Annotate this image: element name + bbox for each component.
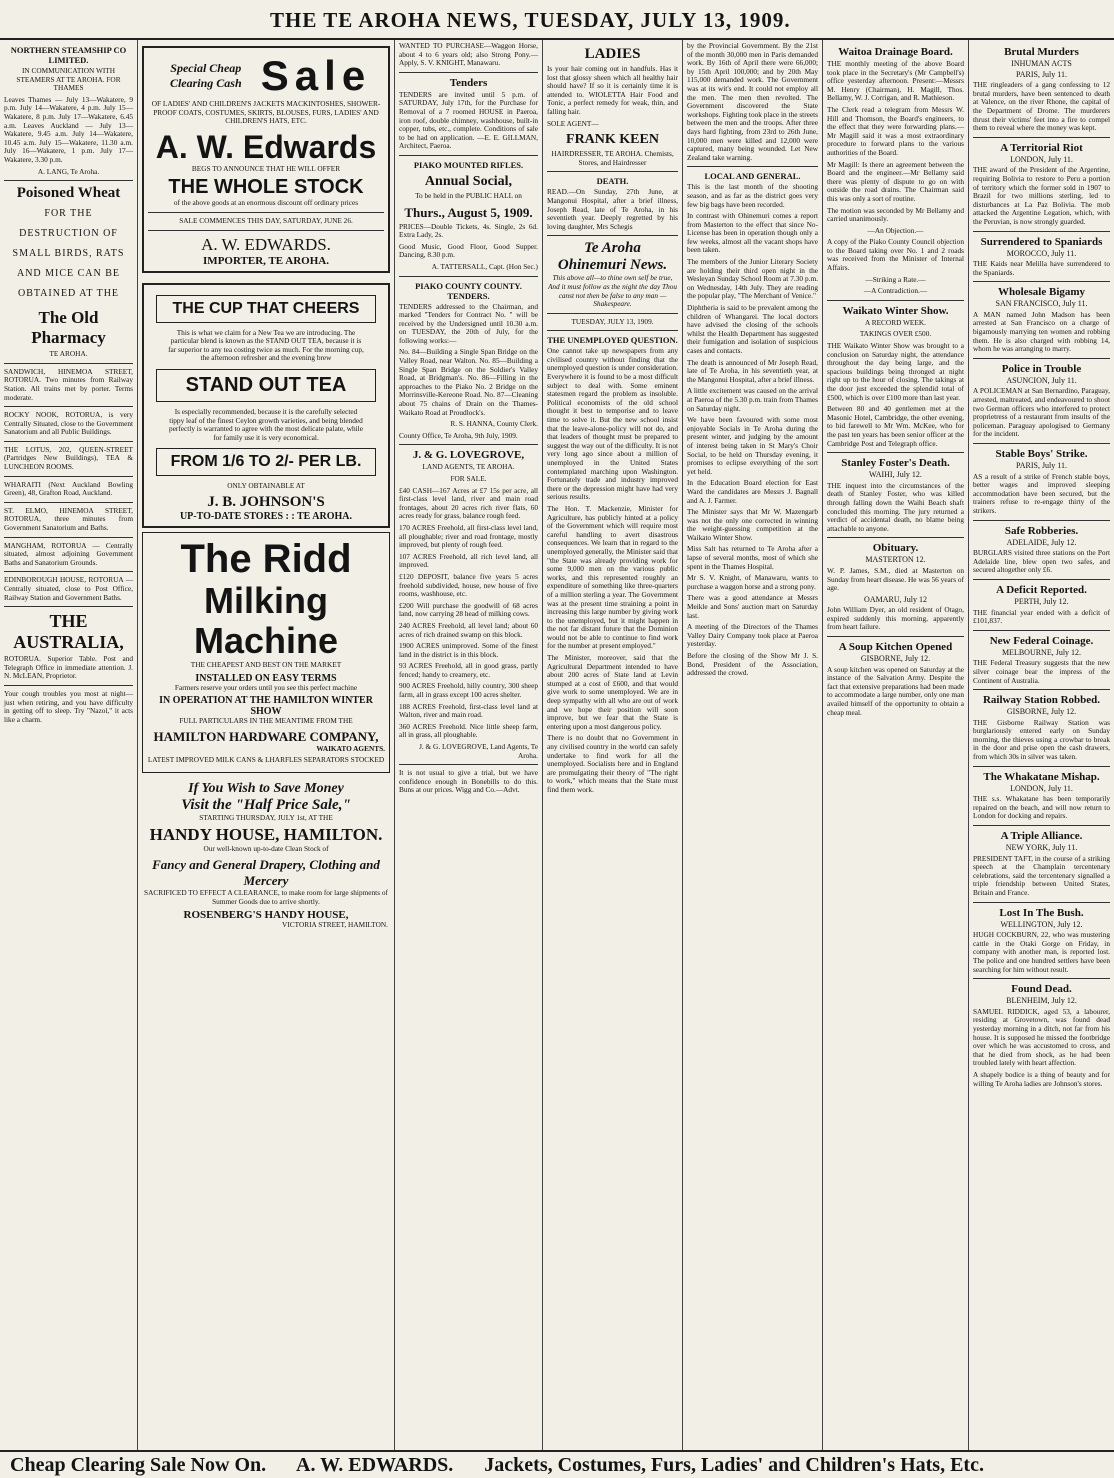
divider	[687, 166, 818, 167]
newspaper-title: THE TE AROHA NEWS, TUESDAY, JULY 13, 1909.	[270, 8, 791, 32]
divider	[399, 155, 538, 156]
hotel-ad: MANGHAM, ROTORUA — Centrally situated, almost adjoining Government Baths and Sanatorium Grounds.	[4, 540, 133, 567]
railway-heading: Railway Station Robbed.	[982, 694, 1101, 707]
sale-lot: £200 Will purchase the goodwill of 68 acres land, now carrying 28 head of milking cows.	[399, 600, 538, 619]
well-known-stock: Our well-known up-to-date Clean Stock of	[203, 844, 329, 854]
divider	[547, 171, 678, 172]
alliance-heading: A Triple Alliance.	[1000, 830, 1083, 843]
divider	[148, 212, 384, 213]
sale-word: Sale	[260, 52, 372, 99]
hotel-ad: WHARAITI (Next Auckland Bowling Green), 48, Grafton Road, Auckland.	[4, 479, 133, 498]
rosenberg-ad	[142, 777, 390, 937]
local-item: In the Education Board election for East Ward the candidates are Messrs J. Bagnall and A. J. Farmer.	[687, 478, 818, 505]
county-office: County Office, Te Aroha, 9th July, 1909.	[399, 430, 518, 440]
divider	[973, 281, 1110, 282]
divider	[973, 443, 1110, 444]
rosenberg-name: ROSENBERG'S HANDY HOUSE,	[183, 909, 349, 922]
column-2	[138, 40, 395, 1450]
sale-whole-stock: THE WHOLE STOCK	[168, 176, 364, 199]
local-item: The members of the Junior Literary Society are holding their third open night in the Wesleyan Sunday School Room at 7.30 p.m. on Wednesday, 14th July. They are reading the popular play, "The Merchant of Venice."	[687, 257, 818, 301]
divider	[547, 313, 678, 314]
tea-only: ONLY OBTAINABLE AT	[227, 481, 305, 491]
piako-rifles-heading: PIAKO MOUNTED RIFLES.	[413, 159, 524, 170]
tea-stores: UP-TO-DATE STORES : : TE AROHA.	[179, 510, 353, 522]
riot-body: THE award of the President of the Argentine, requiring Bolivia to restore to Peru a portion of territory which the former sold in 1907 to Brazil for two millions sterling, led to disturbances at La Paz Bolivia. The mob attacked the Argentine Legation, which, with the Peruvian, is now strongly guarded.	[973, 165, 1110, 226]
johnson-advt: A shapely bodice is a thing of beauty and for willing Te Aroha ladies are Johnson's stores.	[973, 1069, 1110, 1088]
divider	[973, 520, 1110, 521]
drainage-paragraph: THE monthly meeting of the above Board took place in the Secretary's (Mr Campbell's) office yesterday afternoon. Present:—Messrs M. Henry (Chairman), H. Magill, Thos. Bellamy, W. J. Corrigan, and R. Mathieson.	[827, 59, 964, 103]
local-item: The Minister says that Mr W. Mazengarb was not the only one corrected in winning the weight-guessing competition at the Waikato Winter Show.	[687, 507, 818, 542]
county-tenders-items: No. 84—Building a Single Span Bridge on the Valley Road, near Walton. No. 85—Building a Single Span Bridge on the Soldier's Valley Road, at Bridgman's. No. 86—Filling in the approaches to the Piako No. 2 Bridge on the Morrinsville-Kereone Road. No. 87—Cleaning about 75 chains of Drain on the Thames-Waikato Road at Proudlock's.	[399, 347, 538, 417]
local-item: Mr S. V. Knight, of Manawaru, wants to purchase a waggon horse and a strong pony.	[687, 573, 818, 591]
county-signature: R. S. HANNA, County Clerk.	[450, 419, 538, 429]
paper-motto: This above all—to thine own self be true, And it must follow as the night the day Thou canst not then be false to any man —Shakespeare.	[547, 273, 678, 309]
sale-lot: 900 ACRES Freehold, hilly country, 300 sheep farm, all in grass except 100 acres shelter.	[399, 681, 538, 700]
obituary-dateline: MASTERTON 12.	[865, 555, 926, 565]
divider	[547, 235, 678, 236]
obituary-body: W. P. James, S.M., died at Masterton on Sunday from heart disease. He was 56 years of age.	[827, 565, 964, 593]
railway-body: THE Gisborne Railway Station was burglariously entered early on Sunday morning, the thieves using a crowbar to break in the door and prise open the cash drawers, from which 30s in silver was taken.	[973, 717, 1110, 762]
foster-heading: Stanley Foster's Death.	[841, 457, 950, 470]
drainage-paragraph: The Clerk read a telegram from Messrs W. Hill and Thomson, the Board's engineers, to the effect that they were forwarding plans.—Mr Magill said it was a most extraordinary procedure to forward plans to the various authorities of the Board.	[827, 104, 964, 157]
shipping-title: NORTHERN STEAMSHIP CO LIMITED.	[10, 45, 127, 65]
whakatane-dateline: LONDON, July 11.	[1010, 783, 1073, 793]
keen-agent-label: SOLE AGENT—	[547, 118, 599, 128]
coinage-heading: New Federal Coinage.	[989, 634, 1094, 647]
found-dead-heading: Found Dead.	[1011, 983, 1072, 996]
winter-show-sub: A RECORD WEEK.	[865, 317, 926, 327]
victoria-street: VICTORIA STREET, HAMILTON.	[282, 920, 388, 930]
divider	[4, 180, 133, 181]
tenders-body: TENDERS are invited until 5 p.m. of SATURDAY, July 17th, for the Purchase for Removal of a 7 roomed HOUSE in Paeroa, iron roof, double chimney, washhouse, built-in copper, tubs, etc., complete. Conditions of sale to be had on application. —E. E. GILLMAN, Architect, Paeroa.	[399, 89, 538, 151]
tenders-heading: Tenders	[449, 76, 488, 89]
sale-lot: 107 ACRES Freehold, all rich level land, all improved.	[399, 551, 538, 570]
editorial-heading: THE UNEMPLOYED QUESTION.	[547, 335, 678, 346]
spaniards-heading: Surrendered to Spaniards	[980, 235, 1103, 248]
hotel-ad: ST. ELMO, HINEMOA STREET, ROTORUA, three minutes from Government Sanatorium and Baths.	[4, 505, 133, 533]
australia-body: ROTORUA. Superior Table. Post and Telegraph Office in immediate attention. J. N. McLEAN, Proprietor.	[4, 654, 133, 681]
riot-heading: A Territorial Riot	[1000, 141, 1083, 154]
masthead	[0, 0, 1114, 40]
footer-banner	[0, 1450, 1114, 1478]
bush-body: HUGH COCKBURN, 22, who was mustering cattle in the Otaki Gorge on Friday, in company with another man, is reported lost. The police and one hundred settlers have been searching for him without result.	[973, 930, 1110, 974]
local-item: Diphtheria is said to be prevalent among the children of Whangarei. The local doctors have advised the closing of the schools whilst the Health Department has suggested their fumigation and isolation of suspicious cases and contacts.	[687, 303, 818, 355]
obituary-heading: Obituary.	[872, 542, 919, 555]
found-dead-dateline: BLENHEIM, July 12.	[1006, 996, 1077, 1006]
sale-discount: of the above goods at an enormous discount off ordinary prices	[173, 198, 359, 208]
ladies-body: Is your hair coming out in handfuls. Has it lost that glossy sheen which all healthy hair should have? If so it is certainly time it is attended to. WIOLETTA Hair Food and Tonic, a perfect remedy for weak, thin, and falling hair.	[547, 64, 678, 116]
local-general-heading: LOCAL AND GENERAL.	[704, 171, 801, 182]
alliance-dateline: NEW YORK, July 11.	[1005, 843, 1078, 853]
bush-heading: Lost In The Bush.	[999, 906, 1084, 919]
column-1	[0, 40, 138, 1450]
police-heading: Police in Trouble	[1001, 362, 1082, 375]
for-sale: FOR SALE.	[450, 474, 487, 483]
soup-kitchen-body: A soup kitchen was opened on Saturday at the instance of the Salvation Army. Despite the fact that extensive preparations had been made to accommodate a large number, only one man availed himself of the opportunity to obtain a cheap meal.	[827, 664, 964, 717]
lovegrove-signature: J. & G. LOVEGROVE, Land Agents, Te Aroha.	[419, 742, 538, 760]
sale-description: OF LADIES' AND CHILDREN'S JACKETS MACKINTOSHES, SHOWER-PROOF COATS, COSTUMES, SKIRTS, BLOUSES, FURS, LADIES' AND CHILDREN'S HATS, ETC.	[151, 99, 381, 126]
alliance-body: PRESIDENT TAFT, in the course of a striking speech at the Champlain tercentenary celebrations, said the tercentenary signalled a triple friendship between United States, Britain and France.	[973, 853, 1110, 897]
sale-lot: 170 ACRES Freehold, all first-class level land, all ploughable; river and road frontage, mostly improved, but plenty of rough feed.	[399, 522, 538, 550]
social-music: Good Music, Good Floor, Good Supper. Dancing, 8.30 p.m.	[399, 241, 538, 260]
divider	[973, 978, 1110, 979]
safe-body: BURGLARS visited three stations on the Port Adelaide line, blew open two safes, and secured altogether only £6.	[973, 548, 1110, 575]
winter-show-body: Between 80 and 40 gentlemen met at the Masonic Hotel, Cambridge, the other evening, to bid farewell to Mr Wm. McKee, who for the past ten years has been senior officer at the Cambridge Post and Telegraph office.	[827, 404, 964, 448]
shipping-subtitle: IN COMMUNICATION WITH STEAMERS AT TE AROHA. FOR THAMES	[16, 66, 121, 93]
lovegrove-sub: LAND AGENTS, TE AROHA.	[422, 462, 515, 472]
divider	[973, 579, 1110, 580]
divider	[4, 571, 133, 572]
local-item: In contrast with Ohinemuri comes a report from Masterton to the effect that since No-License has been in operation though only a few weeks, almost all the vacant shops have been taken.	[687, 211, 818, 255]
divider	[4, 441, 133, 442]
shipping-agent: A. LANG, Te Aroha.	[37, 166, 100, 176]
poisoned-wheat-title: Poisoned Wheat	[16, 185, 121, 202]
hotel-ad: SANDWICH, HINEMOA STREET, ROTORUA. Two minutes from Railway Station. All trains met by porter. Terms moderate.	[4, 366, 133, 402]
foster-body: THE inquest into the circumstances of the death of Stanley Foster, who was killed through falling down the Waihi Beach shaft concluded this morning. The jury returned a verdict of accidental death, no blame being attachable to anyone.	[827, 480, 964, 533]
divider	[973, 766, 1110, 767]
save-money-heading: If You Wish to Save Money	[188, 780, 344, 796]
sale-begs: BEGS TO ANNOUNCE THAT HE WILL OFFER	[191, 163, 341, 173]
local-item: There was a good attendance at Messrs Meikle and Sons' auction mart on Saturday last.	[687, 593, 818, 620]
divider	[973, 358, 1110, 359]
keen-sub: HAIRDRESSER, TE AROHA. Chemists, Stores, and Hairdresser	[551, 149, 674, 167]
ladies-heading: LADIES	[584, 46, 641, 62]
edwards-sale-ad	[142, 46, 390, 273]
bigamy-dateline: SAN FRANCISCO, July 11.	[995, 299, 1088, 309]
sale-lot: 188 ACRES Freehold, first-class level land at Walton, river and main road.	[399, 701, 538, 720]
footer-part-1: Cheap Clearing Sale Now On.	[10, 1454, 267, 1476]
ridd-reserve: Farmers reserve your orders until you see this perfect machine	[174, 682, 358, 692]
tea-standout-heading: STAND OUT TEA	[156, 369, 376, 402]
social-prices: PRICES—Double Tickets, 4s. Single, 2s 6d. Extra Lady, 2s.	[399, 221, 538, 240]
annual-social-heading: Annual Social,	[424, 173, 513, 189]
divider	[827, 300, 964, 301]
ridd-machine-ad	[142, 532, 390, 773]
stable-dateline: PARIS, July 11.	[1016, 461, 1067, 470]
divider	[973, 902, 1110, 903]
editorial-paragraph: There is no doubt that no Government in any civilised country in the world can safely undertake to find work for all the unemployed. Socialists here and in England are promulgating their theory of "The right to work," which means that the State must find them work.	[547, 733, 678, 794]
death-heading: DEATH.	[596, 176, 629, 187]
railway-dateline: GISBORNE, July 12.	[1006, 707, 1077, 717]
social-date: Thurs., August 5, 1909.	[404, 204, 533, 220]
column-3	[395, 40, 543, 1450]
divider	[4, 363, 133, 364]
australia-title: THE AUSTRALIA,	[13, 611, 124, 653]
column-6	[823, 40, 969, 1450]
ridd-title-1: The Ridd	[180, 536, 352, 581]
hotel-ad: EDINBOROUGH HOUSE, ROTORUA — Centrally situated, close to Post Office, Railway Station and Government Baths.	[4, 575, 133, 602]
divider	[973, 630, 1110, 631]
soup-kitchen-dateline: GISBORNE, July 12.	[860, 654, 931, 664]
footer-part-2: A. W. EDWARDS.	[296, 1454, 454, 1476]
sale-lot: 93 ACRES Freehold, all in good grass, partly fenced; handy to creamery, etc.	[399, 661, 538, 679]
police-body: A POLICEMAN at San Bernardino, Paraguay, arrested, maltreated, and endeavoured to shoot two German officers who interfered to protect proprietress of a restaurant from insults of the policeman. Paraguay apologised to Germany for the incident.	[973, 386, 1110, 439]
divider	[4, 476, 133, 477]
tea-cup-heading: THE CUP THAT CHEERS	[156, 295, 376, 323]
obituary-body: John William Dyer, an old resident of Otago, expired suddenly this morning, apparently from heart failure.	[827, 605, 964, 632]
ridd-agents: WAIKATO AGENTS.	[316, 743, 385, 753]
sale-commences: SALE COMMENCES THIS DAY, SATURDAY, JUNE 26.	[179, 215, 353, 225]
murders-heading: Brutal Murders	[1004, 46, 1079, 58]
ridd-operation: IN OPERATION AT THE HAMILTON WINTER SHOW	[159, 695, 373, 718]
divider	[399, 444, 538, 445]
divider	[973, 231, 1110, 232]
sale-importer: IMPORTER, TE AROHA.	[203, 254, 329, 267]
wanted-ad: WANTED TO PURCHASE—Waggon Horse, about 4 to 6 years old; also Strong Pony.—Apply, S. V. KNIGHT, Manawaru.	[399, 41, 538, 68]
local-item: Before the closing of the Show Mr J. S. Bond, President of the Association, addressed the crowd.	[687, 651, 818, 678]
drainage-paragraph: The motion was seconded by Mr Bellamy and carried unanimously.	[827, 205, 964, 224]
sale-lot: 1900 ACRES unimproved. Some of the finest land in the district is in this block.	[399, 641, 538, 659]
sale-signature: A. W. EDWARDS.	[201, 234, 331, 254]
hotel-ad: THE LOTUS, 202, QUEEN-STREET (Partridges New Buildings), TEA & LUNCHEON ROOMS.	[4, 444, 133, 472]
murders-sub: INHUMAN ACTS	[1011, 59, 1072, 68]
foster-dateline: WAIHI, July 12.	[869, 470, 922, 480]
editorial-paragraph: The Minister, moreover, said that the Agricultural Department intended to have about 200 acres of State land at Levin stumped at a cost of £600, and that would give work to some unemployed. We are in deep sympathy with all who are out of work and we hope their position will soon improve, but we fear that the State is entering upon a most dangerous policy.	[547, 653, 678, 731]
safe-dateline: ADELAIDE, July 12.	[1006, 537, 1077, 547]
whakatane-heading: The Whakatane Mishap.	[983, 770, 1100, 783]
divider	[973, 689, 1110, 690]
divider	[4, 685, 133, 686]
sale-lot: 240 ACRES Freehold, all level land; about 60 acres of rich drained swamp on this block.	[399, 620, 538, 639]
whakatane-body: THE s.s. Whakatane has been temporarily repaired on the beach, and will now return to London for docking and repairs.	[973, 794, 1110, 821]
lovegrove-heading: J. & G. LOVEGROVE,	[412, 449, 525, 462]
johnson-tea-ad	[142, 283, 390, 528]
divider	[4, 606, 133, 607]
frank-keen: FRANK KEEN	[566, 132, 659, 148]
sale-lot: 360 ACRES Freehold. Nice little sheep farm, all in grass, all ploughable.	[399, 721, 538, 740]
divider	[827, 636, 964, 637]
local-item: Miss Salt has returned to Te Aroha after a lapse of several months, most of which she spent in the Thames Hospital.	[687, 544, 818, 571]
hotel-ad: ROCKY NOOK, ROTORUA, is very Centrally Situated, close to the Government Sanatorium and all Public Buildings.	[4, 410, 133, 437]
social-body: To be held in the PUBLIC HALL on	[415, 190, 522, 200]
divider	[827, 537, 964, 538]
local-item: We have been favoured with some most enjoyable Socials in Te Aroha during the present winter, and judging by the amount of interest being taken in St Mary's Choir Social, to be held on Thursday evening, it promises to eclipse everything of the sort yet held.	[687, 415, 818, 476]
ridd-full: FULL PARTICULARS IN THE MEANTIME FROM THE	[179, 716, 353, 726]
paper-name-2: Ohinemuri News.	[557, 257, 668, 274]
divider	[827, 452, 964, 453]
column-7	[969, 40, 1114, 1450]
editorial-paragraph: The Hon. T. Mackenzie, Minister for Agriculture, has publicly hinted at a policy of the Government which will require most careful handling to avert disastrous consequences. We learn that in regard to the unemployed generally, the Minister said that "the State was already providing work for some 9,000 men on the various public works, and this represented roughly an expenditure of something like three-quarters of a million sterling a year. The Government was at the present time straining a point in increasing this large number by giving work to the unemployed, but it might happen in the not far distant future that the Dominion would not be able to continue to find work for the number at present employed."	[547, 503, 678, 651]
ridd-hardware: HAMILTON HARDWARE COMPANY,	[153, 728, 379, 744]
sale-lot: £120 DEPOSIT, balance five years 5 acres freehold subdivided, house, new house of five rooms, washhouse, etc.	[399, 571, 538, 599]
police-dateline: ASUNCION, July 11.	[1006, 375, 1077, 385]
column-5	[683, 40, 823, 1450]
handy-house: HANDY HOUSE, HAMILTON.	[149, 825, 383, 845]
half-price-heading: Visit the "Half Price Sale,"	[181, 796, 351, 813]
tea-price: FROM 1/6 TO 2/- PER LB.	[156, 448, 376, 476]
sacrificed: SACRIFICED TO EFFECT A CLEARANCE, to make room for large shipments of Summer Goods due to arrive shortly.	[144, 888, 388, 906]
deficit-heading: A Deficit Reported.	[996, 583, 1087, 596]
paper-name-1: Te Aroha	[584, 240, 641, 257]
wigg-advt: It is not usual to give a trial, but we have confidence enough in Bonebills to do this. Buns at our prices. Wigg and Co.—Advt.	[399, 768, 538, 795]
county-tenders-body: TENDERS addressed to the Chairman, and marked "Tenders for Contract No. " will be received by the Undersigned until 10.30 a.m. on TUESDAY, the 20th of July, for the following works:—	[399, 301, 538, 345]
divider	[4, 406, 133, 407]
divider	[148, 230, 384, 231]
spaniards-dateline: MOROCCO, July 11.	[1006, 248, 1077, 258]
ridd-latest: LATEST IMPROVED MILK CANS & LHARFLES SEPARATORS STOCKED	[147, 755, 385, 765]
divider	[399, 764, 538, 765]
death-notice: READ.—On Sunday, 27th June, at Mangonui Hospital, after a brief illness, Joseph Read, late of Te Aroha, in his seventieth year. Deeply regretted by his loving daughter, Mrs Schegis	[547, 187, 678, 231]
contradiction-subheading: —A Contradiction.—	[863, 286, 928, 296]
riot-dateline: LONDON, July 11.	[1010, 154, 1073, 164]
old-pharmacy-name: The Old Pharmacy	[31, 308, 106, 348]
deficit-dateline: PERTH, July 12.	[1014, 596, 1069, 606]
shipping-sailings: Leaves Thames — July 13—Wakatere, 9 p.m. July 14—Wakatere, 4 p.m. July 15—Wakatere, 8 p.m. July 17—Wakatere, 6.45 a.m. Leaves Auckland — July 13—Wakatere, 9.45 a.m. July 14—Wakatere, 10.45 a.m. July 15—Wakatere, 11.30 a.m. July 16—Wakatere, 1 p.m. July 17—Wakatere, 3.30 p.m.	[4, 94, 133, 164]
column-4	[543, 40, 683, 1450]
found-dead-body: SAMUEL RIDDICK, aged 53, a labourer, residing at Grovetown, was found dead yesterday morning in a ditch, not far from his house. It is supposed he missed the footbridge over which he was accustomed to cross, and that he died from shock, as he had been troubled lately with heart affection.	[973, 1006, 1110, 1068]
stable-body: AS a result of a strike of French stable boys, better wages and improved sleeping accommodation have been secured, but the trainers refuse to re-engage thirty of the strikers.	[973, 471, 1110, 515]
safe-heading: Safe Robberies.	[1004, 524, 1079, 537]
obituary-dateline: OAMARU, July 12	[864, 594, 927, 604]
tea-intro: This is what we claim for a New Tea we are introducing. The particular blend is known as the STAND OUT TEA, because it is far superior to any tea costing twice as much. For the morning cup, the afternoon refresher and the evening brew	[168, 327, 364, 363]
nazol-ad: Your cough troubles you most at night—just when retiring, and you have difficulty in getting off to sleep. Try "Nazol," it acts like a charm.	[4, 688, 133, 724]
bush-dateline: WELLINGTON, July 12.	[1000, 919, 1083, 929]
sale-lot: £40 CASH—167 Acres at £7 15s per acre, all first-class level land, river and main road frontages, about 20 acres rich river flats, 60 acres ready for grass, balance rough feed.	[399, 485, 538, 521]
divider	[4, 537, 133, 538]
drainage-paragraph: Mr Magill: Is there an agreement between the Board and the engineer.—Mr Bellamy said there was plenty of dispute to go on with outside the road drains. The Chairman said this was only a sort of routine.	[827, 159, 964, 203]
editorial-paragraph: One cannot take up newspapers from any civilised country without finding that the unemployed question is under consideration. Everywhere it is found to be a most difficult subject to deal with. Some eminent statesmen regard the problem as insoluble. Political economists of the old school thought it best to temporise and to leave time to solve it. But the new school insist that the leave-alone-policy will not do, and that leaders of thought must be prepared to suggest the way out of the difficulty. It is not very long ago since about a million of unemployed in the United States contemplated marching upon Washington. Fortunately trade and industry improved there or the depression might have had very serious results.	[547, 346, 678, 502]
poisoned-wheat-body: FOR THE DESTRUCTION OF SMALL BIRDS, RATS AND MICE CAN BE OBTAINED AT THE	[12, 208, 125, 300]
county-tenders-heading: PIAKO COUNTY COUNTY. TENDERS.	[415, 280, 522, 301]
objection-body: A copy of the Piako County Council objection to the Board taking over No. 1 and 2 roads was received from the Minister of Internal Affairs.	[827, 237, 964, 273]
drainage-heading: Waitoa Drainage Board.	[838, 46, 953, 58]
striking-subheading: —Striking a Rate.—	[865, 274, 926, 284]
divider	[399, 72, 538, 73]
winter-show-heading: Waikato Winter Show.	[842, 304, 949, 317]
old-pharmacy-town: TE AROHA.	[49, 349, 88, 359]
fancy-drapery: Fancy and General Drapery, Clothing and Mercery	[152, 857, 380, 889]
social-signature: A. TATTERSALL, Capt. (Hon Sec.)	[431, 261, 538, 271]
footer-part-3: Jackets, Costumes, Furs, Ladies' and Children's Hats, Etc.	[484, 1454, 984, 1476]
winter-show-takings: TAKINGS OVER £500.	[859, 329, 932, 339]
divider	[4, 502, 133, 503]
local-item: A meeting of the Directors of the Thames Valley Dairy Company took place at Paeroa yesterday.	[687, 622, 818, 649]
divider	[973, 825, 1110, 826]
local-item: The death is announced of Mr Joseph Read, late of Te Aroha, in his seventieth year, at the Mangonui Hospital, after a brief illness.	[687, 357, 818, 384]
divider	[973, 137, 1110, 138]
tea-body: Is especially recommended, because it is the carefully selected tippy leaf of the finest Ceylon growth varieties, and being blended perfectly is warranted to agree with the most delicate palate, while for family use it is very economical.	[169, 406, 363, 442]
divider	[399, 276, 538, 277]
ridd-cheapest: THE CHEAPEST AND BEST ON THE MARKET	[190, 659, 342, 669]
sale-heading: Special Cheap Clearing Cash	[169, 61, 242, 90]
deficit-body: THE financial year ended with a deficit of £101,837.	[973, 607, 1110, 626]
coinage-dateline: MELBOURNE, July 12.	[1001, 647, 1082, 657]
ridd-title-2: Milking Machine	[193, 579, 339, 661]
winter-show-body: THE Waikato Winter Show was brought to a conclusion on Saturday night, the attendance throughout the day being large, and the spacious buildings being thronged at night right up to the hour of closing. The takings at the door just exceeded the splendid total of £500, which is over £100 more than last year.	[827, 341, 964, 402]
murders-body: THE ringleaders of a gang confessing to 12 brutal murders, have been sentenced to death at Valence, on the river Rhone, the capital of the Department of Drome. The murderers thrust their victims' feet into a fire to compel them to reveal where the money was kept.	[973, 80, 1110, 133]
tea-johnson-name: J. B. JOHNSON'S	[207, 493, 325, 510]
soup-kitchen-heading: A Soup Kitchen Opened	[838, 641, 953, 654]
coinage-body: THE Federal Treasury suggests that the new silver coinage bear the impress of the Continent of Australia.	[973, 658, 1110, 685]
divider	[547, 330, 678, 331]
bigamy-heading: Wholesale Bigamy	[997, 286, 1086, 299]
editorial-continued: by the Provincial Government. By the 21st of the month 30,000 men in Paris demanded work. By 16th of April there were 66,000; by 15th April 100,000; and by 20th May 115,000 demanded work. The Government was at its wit's end. It could not employ all the men. The men then revolted. The Government discovered the State workshops. Fighting took place in the streets between the men and the troops. After three days hard fighting, from 23rd to 26th June, 10,000 men were killed and 12,000 were captured, many being wounded. Let New Zealand take warning.	[687, 41, 818, 162]
murders-dateline: PARIS, July 11.	[1016, 69, 1067, 79]
bigamy-body: A MAN named John Madson has been arrested at San Francisco on a charge of bigamously marrying ten women and robbing them. He is also charged with robbing 14, whom he was arranging to marry.	[973, 309, 1110, 354]
half-price-starting: STARTING THURSDAY, JULY 1st, AT THE	[199, 812, 333, 822]
issue-date: TUESDAY, JULY 13, 1909.	[571, 316, 654, 326]
ridd-terms: INSTALLED ON EASY TERMS	[195, 672, 337, 684]
sale-name: A. W. Edwards	[155, 128, 377, 165]
spaniards-body: THE Kaids near Melilla have surrendered to the Spaniards.	[973, 259, 1110, 277]
local-item: This is the last month of the shooting season, and as far as the district goes very few big bags have been recorded.	[687, 182, 818, 209]
stable-heading: Stable Boys' Strike.	[995, 448, 1088, 460]
objection-subheading: —An Objection.—	[867, 225, 924, 235]
local-item: A little excitement was caused on the arrival at Paeroa of the 5.30 p.m. train from Thames on Saturday night.	[687, 386, 818, 413]
